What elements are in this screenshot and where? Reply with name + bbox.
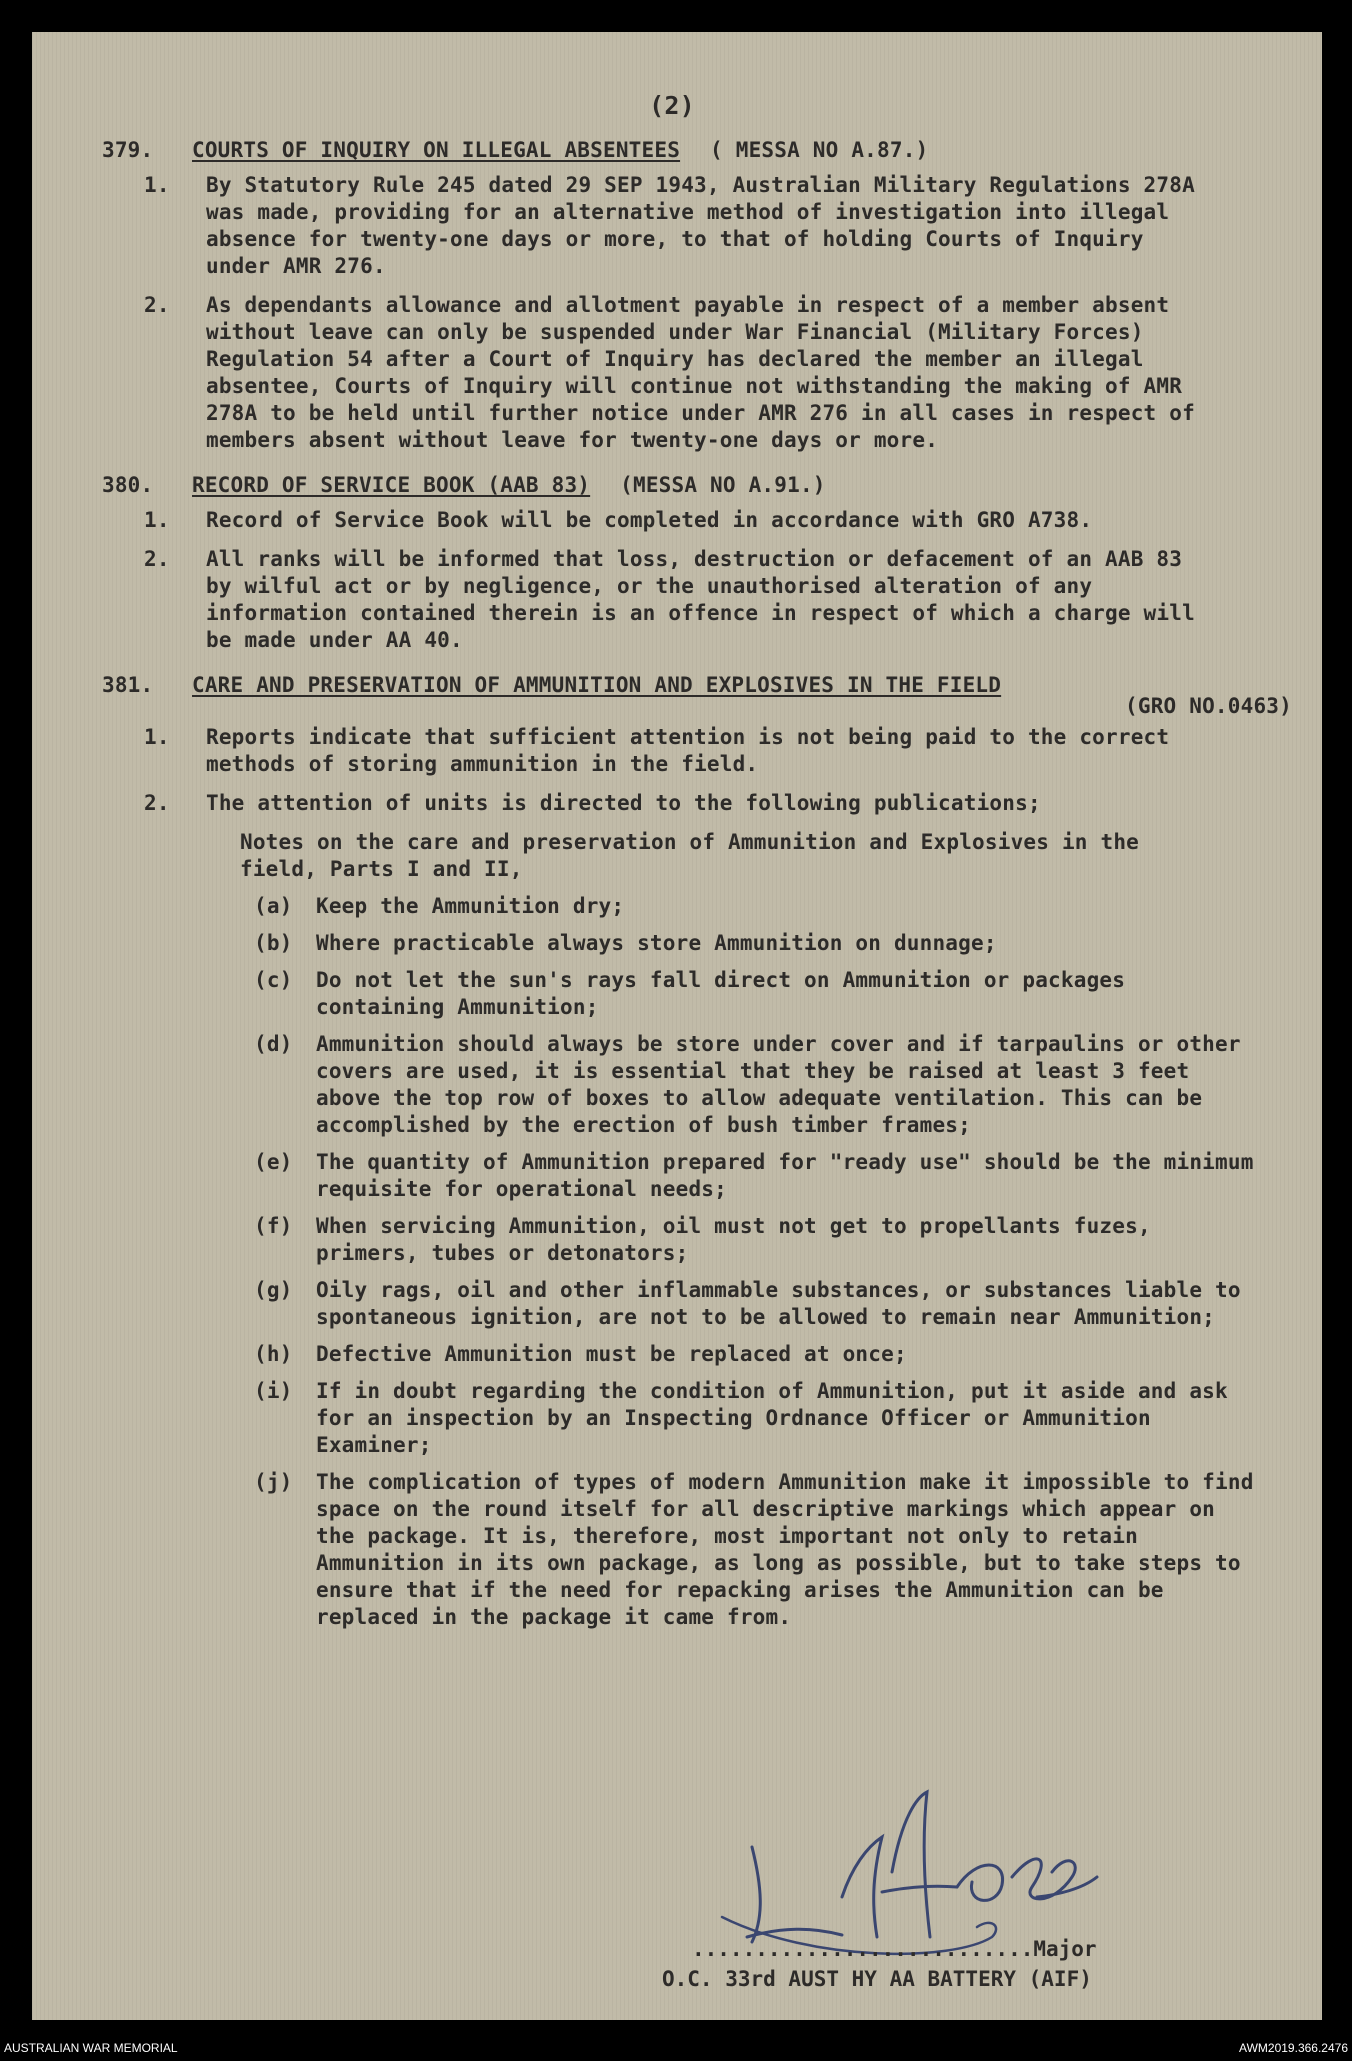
item-text: Where practicable always store Ammunition on dunnage; [316, 931, 997, 955]
item-label: (a) [254, 894, 293, 918]
footer-institution: AUSTRALIAN WAR MEMORIAL [4, 2041, 178, 2055]
item-label: (g) [254, 1278, 293, 1302]
list-item [254, 930, 1302, 957]
item-text: The complication of types of modern Ammunition make it impossible to find space on the round itself for all descriptive markings which appear on the package. It is, therefore, most important not only to retain Ammunition in its own package, as long as possible, but to take steps to ensure that if the need for repacking arises the Ammunition can be replaced in the package it came from. [316, 1470, 1254, 1629]
list-item [254, 1149, 1302, 1203]
document-body [102, 92, 1302, 1641]
section-reference: (GRO NO.0463) [1125, 694, 1292, 718]
section-title: RECORD OF SERVICE BOOK (AAB 83) [192, 473, 591, 497]
item-label: (i) [254, 1379, 293, 1403]
item-label: (b) [254, 931, 293, 955]
paragraph-number: 1. [144, 173, 170, 197]
item-label: (j) [254, 1470, 293, 1494]
page-number: (2) [649, 91, 695, 120]
item-text: The quantity of Ammunition prepared for "ready use" should be the minimum requisite for operational needs; [316, 1150, 1254, 1201]
item-label: (c) [254, 968, 293, 992]
item-label: (h) [254, 1342, 293, 1366]
section-reference: ( MESSA NO A.87.) [710, 138, 929, 162]
list-item [254, 1213, 1302, 1267]
section-title: CARE AND PRESERVATION OF AMMUNITION AND EXPLOSIVES IN THE FIELD [192, 673, 1002, 697]
paragraph-text: By Statutory Rule 245 dated 29 SEP 1943, Australian Military Regulations 278A was made, providing for an alternative method of investigation into illegal absence for twenty-one days or more, to that of holding Courts of Inquiry under AMR 276. [206, 173, 1195, 278]
section-380-heading [102, 472, 1302, 499]
item-text: Defective Ammunition must be replaced at once; [316, 1342, 907, 1366]
item-text: Oily rags, oil and other inflammable substances, or substances liable to spontaneous ignition, are not to be allowed to remain near Ammunition; [316, 1278, 1241, 1329]
paragraph-text: Reports indicate that sufficient attention is not being paid to the correct methods of storing ammunition in the field. [206, 725, 1170, 776]
paragraph-number: 1. [144, 508, 170, 532]
section-number: 379. [102, 138, 154, 162]
paragraph-text: The attention of units is directed to the following publications; [206, 791, 1041, 815]
list-item [254, 967, 1302, 1021]
signatory-unit: O.C. 33rd AUST HY AA BATTERY (AIF) [662, 1967, 1092, 1991]
footer-accession-number: AWM2019.366.2476 [1239, 2041, 1348, 2055]
list-item [254, 1277, 1302, 1331]
item-text: If in doubt regarding the condition of Ammunition, put it aside and ask for an inspection by an Inspecting Ordnance Officer or Ammunition Examiner; [316, 1379, 1228, 1457]
paragraph-text: Record of Service Book will be completed in accordance with GRO A738. [206, 508, 1093, 532]
section-title: COURTS OF INQUIRY ON ILLEGAL ABSENTEES [192, 138, 681, 162]
paragraph [102, 507, 1302, 534]
item-label: (f) [254, 1214, 293, 1238]
list-item [254, 1341, 1302, 1368]
list-item [254, 893, 1302, 920]
paragraph [102, 172, 1302, 280]
list-item [254, 1469, 1302, 1631]
paragraph [102, 546, 1302, 654]
section-379-heading [102, 137, 1302, 164]
paragraph-text: As dependants allowance and allotment payable in respect of a member absent without leave can only be suspended under War Financial (Military Forces) Regulation 54 after a Court of Inquiry has declared the member an illegal absentee, Courts of Inquiry will continue not withstanding the making of AMR 278A to be held until further notice under AMR 276 in all cases in respect of members absent without leave for twenty-one days or more. [206, 293, 1195, 452]
item-label: (d) [254, 1032, 293, 1056]
paragraph-number: 2. [144, 293, 170, 317]
document-page [32, 32, 1322, 2020]
item-text: Ammunition should always be store under cover and if tarpaulins or other covers are used, it is essential that they be raised at least 3 feet above the top row of boxes to allow adequate ventilation. This can be accomplished by the erection of bush timber frames; [316, 1032, 1241, 1137]
paragraph-number: 2. [144, 791, 170, 815]
section-number: 380. [102, 473, 154, 497]
list-item [254, 1031, 1302, 1139]
paragraph [102, 790, 1302, 817]
paragraph [102, 292, 1302, 454]
paragraph-text: All ranks will be informed that loss, destruction or defacement of an AAB 83 by wilful act or by negligence, or the unauthorised alteration of any information contained therein is an offence in respect of which a charge will be made under AA 40. [206, 547, 1195, 652]
list-item [254, 1378, 1302, 1459]
item-text: Keep the Ammunition dry; [316, 894, 625, 918]
paragraph-number: 1. [144, 725, 170, 749]
section-reference: (MESSA NO A.91.) [620, 473, 826, 497]
paragraph [102, 724, 1302, 778]
publication-intro: Notes on the care and preservation of Ammunition and Explosives in the field, Parts I and II, [240, 830, 1140, 881]
item-label: (e) [254, 1150, 293, 1174]
paragraph-number: 2. [144, 547, 170, 571]
item-text: Do not let the sun's rays fall direct on Ammunition or packages containing Ammunition; [316, 968, 1126, 1019]
item-text: When servicing Ammunition, oil must not get to propellants fuzes, primers, tubes or detonators; [316, 1214, 1151, 1265]
signature-line: ...........................Major [692, 1937, 1097, 1961]
section-number: 381. [102, 673, 154, 697]
